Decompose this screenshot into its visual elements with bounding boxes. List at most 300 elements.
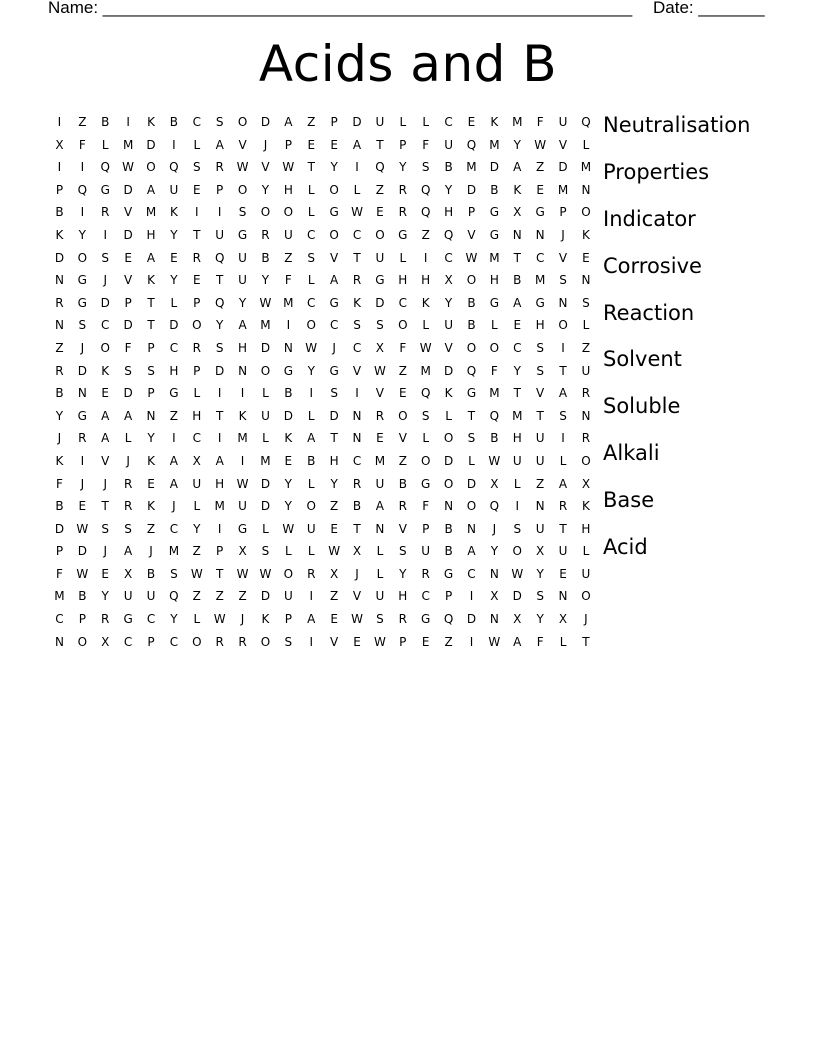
grid-letter: Z: [375, 182, 385, 197]
grid-letter: C: [421, 589, 430, 604]
grid-letter: I: [309, 589, 314, 604]
grid-letter: R: [352, 273, 362, 288]
grid-letter: W: [190, 566, 203, 581]
grid-letter: O: [283, 205, 294, 220]
grid-letter: D: [260, 340, 271, 355]
grid-letter: M: [512, 115, 523, 129]
grid-letter: P: [284, 137, 292, 152]
grid-letter: O: [283, 566, 294, 581]
grid-letter: L: [193, 386, 201, 401]
grid-letter: E: [467, 115, 476, 129]
grid-letter: S: [330, 386, 338, 401]
grid-letter: D: [123, 318, 133, 333]
grid-row: [48, 473, 597, 496]
grid-letter: N: [489, 612, 499, 627]
grid-letter: Y: [261, 182, 270, 197]
grid-letter: P: [399, 137, 407, 152]
grid-letter: V: [330, 250, 339, 265]
grid-letter: B: [78, 589, 87, 604]
grid-letter: I: [217, 521, 222, 536]
grid-letter: A: [307, 612, 316, 627]
grid-letter: W: [373, 634, 386, 649]
grid-letter: M: [54, 589, 65, 604]
grid-letter: J: [355, 566, 359, 581]
grid-letter: I: [355, 160, 359, 175]
grid-letter: S: [467, 431, 476, 446]
grid-letter: U: [558, 115, 568, 129]
grid-letter: C: [329, 318, 339, 333]
grid-letter: B: [169, 115, 179, 129]
grid-letter: R: [192, 250, 201, 265]
grid-letter: E: [330, 137, 338, 152]
grid-letter: N: [535, 227, 545, 242]
grid-letter: O: [512, 544, 522, 559]
grid-letter: F: [536, 115, 544, 129]
grid-letter: W: [282, 160, 295, 175]
grid-letter: Z: [215, 589, 224, 604]
grid-letter: O: [237, 115, 248, 129]
grid-letter: K: [101, 363, 110, 378]
grid-letter: E: [307, 137, 316, 152]
word-list-item: Neutralisation: [603, 113, 751, 137]
grid-letter: A: [284, 115, 293, 129]
grid-letter: L: [491, 318, 498, 333]
grid-letter: Z: [55, 340, 64, 355]
grid-letter: A: [169, 476, 178, 491]
grid-letter: V: [238, 137, 247, 152]
grid-letter: E: [330, 612, 338, 627]
grid-letter: X: [375, 340, 385, 355]
grid-letter: E: [376, 431, 384, 446]
grid-letter: Y: [216, 318, 224, 333]
grid-letter: Y: [536, 612, 544, 627]
grid-letter: G: [237, 521, 248, 536]
grid-letter: D: [466, 182, 477, 197]
grid-letter: Q: [420, 205, 431, 220]
grid-letter: P: [559, 205, 567, 220]
grid-letter: O: [443, 431, 454, 446]
grid-letter: D: [260, 476, 271, 491]
grid-letter: L: [262, 431, 269, 446]
grid-letter: T: [513, 386, 521, 401]
grid-letter: J: [561, 227, 565, 242]
grid-letter: P: [216, 182, 224, 197]
grid-letter: V: [352, 363, 362, 378]
grid-letter: V: [467, 227, 476, 242]
grid-letter: R: [78, 431, 87, 446]
grid-letter: H: [283, 182, 293, 197]
grid-letter: O: [375, 227, 385, 242]
grid-letter: M: [260, 318, 271, 333]
grid-letter: E: [559, 566, 567, 581]
grid-letter: E: [192, 273, 201, 288]
grid-row: [48, 518, 597, 541]
grid-letter: J: [240, 612, 245, 627]
grid-letter: O: [558, 318, 568, 333]
grid-letter: J: [492, 521, 497, 536]
grid-letter: T: [536, 408, 544, 423]
grid-letter: D: [466, 476, 477, 491]
name-field-label: Name: ________________________________________________________: [48, 0, 633, 17]
grid-letter: D: [215, 363, 225, 378]
grid-letter: P: [55, 544, 64, 559]
grid-letter: C: [307, 227, 316, 242]
grid-letter: H: [146, 227, 156, 242]
grid-letter: K: [238, 408, 247, 423]
grid-letter: U: [238, 273, 247, 288]
grid-letter: F: [284, 273, 292, 288]
grid-letter: I: [561, 431, 565, 446]
grid-letter: X: [238, 544, 247, 559]
grid-letter: P: [78, 612, 86, 627]
grid-letter: V: [124, 205, 133, 220]
grid-letter: C: [398, 295, 407, 310]
grid-letter: T: [216, 408, 224, 423]
grid-letter: M: [283, 295, 294, 310]
grid-letter: I: [240, 386, 245, 401]
grid-letter: G: [421, 476, 431, 491]
grid-letter: S: [215, 115, 224, 129]
grid-letter: W: [351, 612, 363, 627]
grid-letter: K: [147, 115, 155, 129]
grid-letter: M: [214, 499, 225, 514]
grid-letter: Q: [214, 295, 225, 310]
grid-letter: C: [467, 566, 476, 581]
grid-letter: T: [376, 137, 384, 152]
grid-letter: V: [398, 521, 407, 536]
grid-letter: A: [238, 318, 247, 333]
grid-letter: R: [581, 431, 591, 446]
grid-letter: L: [193, 612, 201, 627]
grid-letter: O: [306, 318, 316, 333]
grid-letter: X: [330, 566, 339, 581]
grid-letter: G: [100, 182, 110, 197]
grid-letter: O: [146, 160, 156, 175]
grid-letter: I: [217, 205, 222, 220]
grid-row: [48, 360, 597, 383]
grid-letter: O: [398, 318, 408, 333]
grid-letter: S: [215, 340, 224, 355]
grid-letter: I: [240, 453, 245, 468]
grid-letter: S: [238, 205, 247, 220]
grid-letter: H: [192, 408, 202, 423]
grid-letter: X: [536, 544, 545, 559]
grid-letter: C: [535, 250, 545, 265]
grid-letter: Y: [55, 408, 64, 423]
grid-letter: Y: [444, 295, 453, 310]
grid-letter: T: [353, 250, 361, 265]
grid-letter: L: [399, 250, 407, 265]
grid-letter: M: [145, 205, 157, 220]
grid-row: [48, 201, 597, 224]
grid-letter: Y: [513, 363, 521, 378]
grid-letter: Z: [78, 115, 87, 129]
grid-letter: W: [488, 634, 501, 649]
word-list-item: Solvent: [603, 347, 682, 372]
grid-letter: E: [78, 499, 87, 514]
grid-letter: A: [215, 453, 224, 468]
grid-letter: W: [488, 453, 501, 468]
grid-letter: W: [122, 160, 135, 175]
grid-letter: D: [260, 499, 271, 514]
grid-letter: I: [423, 250, 428, 265]
grid-letter: D: [77, 363, 87, 378]
grid-letter: D: [54, 250, 65, 265]
grid-letter: O: [466, 499, 477, 514]
grid-letter: M: [512, 408, 523, 423]
grid-letter: O: [329, 182, 339, 197]
grid-letter: A: [330, 273, 339, 288]
grid-row: [48, 292, 597, 315]
grid-letter: S: [147, 363, 155, 378]
grid-letter: E: [353, 634, 361, 649]
grid-letter: A: [307, 431, 316, 446]
grid-letter: O: [420, 453, 431, 468]
grid-letter: O: [581, 453, 591, 468]
grid-letter: K: [581, 227, 590, 242]
grid-letter: U: [512, 453, 522, 468]
grid-row: [48, 608, 597, 631]
grid-row: [48, 382, 597, 405]
grid-letter: S: [559, 408, 567, 423]
grid-letter: O: [443, 476, 454, 491]
grid-letter: Y: [536, 566, 544, 581]
grid-letter: Q: [466, 363, 477, 378]
grid-letter: R: [55, 363, 64, 378]
date-field-label: Date: _______: [653, 0, 765, 17]
grid-letter: R: [123, 499, 133, 514]
grid-letter: Y: [170, 227, 178, 242]
grid-letter: A: [215, 137, 224, 152]
grid-letter: B: [261, 250, 270, 265]
grid-letter: U: [238, 250, 247, 265]
grid-letter: F: [399, 340, 407, 355]
grid-letter: C: [444, 115, 453, 129]
grid-letter: B: [467, 318, 476, 333]
grid-letter: R: [55, 295, 64, 310]
grid-letter: L: [307, 476, 315, 491]
grid-letter: P: [193, 363, 201, 378]
grid-letter: E: [170, 250, 178, 265]
grid-letter: L: [262, 386, 269, 401]
grid-letter: M: [466, 160, 477, 175]
grid-letter: L: [307, 273, 315, 288]
grid-letter: S: [353, 318, 361, 333]
grid-letter: Y: [490, 544, 499, 559]
grid-letter: V: [101, 453, 110, 468]
grid-letter: I: [57, 115, 62, 129]
grid-letter: G: [77, 295, 87, 310]
grid-letter: Z: [307, 115, 316, 129]
grid-letter: A: [375, 499, 385, 514]
grid-letter: T: [330, 431, 338, 446]
grid-letter: G: [237, 227, 248, 242]
grid-letter: X: [352, 544, 362, 559]
grid-letter: C: [55, 612, 64, 627]
grid-letter: C: [352, 453, 362, 468]
grid-letter: H: [215, 476, 225, 491]
grid-letter: S: [582, 295, 590, 310]
grid-letter: B: [467, 295, 476, 310]
grid-letter: L: [101, 137, 109, 152]
grid-letter: M: [580, 160, 592, 175]
grid-letter: Q: [375, 160, 385, 175]
grid-letter: R: [398, 205, 407, 220]
grid-letter: M: [489, 137, 500, 152]
grid-letter: R: [398, 182, 407, 197]
grid-letter: P: [467, 205, 476, 220]
grid-letter: R: [101, 612, 110, 627]
grid-letter: A: [124, 408, 133, 423]
grid-letter: A: [169, 453, 178, 468]
grid-letter: X: [581, 476, 591, 491]
grid-letter: A: [513, 160, 522, 175]
grid-row: [48, 134, 597, 157]
grid-letter: W: [419, 340, 432, 355]
grid-letter: F: [422, 137, 430, 152]
grid-letter: D: [123, 182, 133, 197]
grid-letter: C: [146, 612, 156, 627]
grid-letter: L: [422, 115, 430, 129]
grid-letter: N: [375, 521, 385, 536]
grid-letter: E: [399, 386, 407, 401]
grid-letter: F: [55, 476, 63, 491]
grid-letter: N: [352, 408, 362, 423]
grid-letter: R: [123, 476, 133, 491]
grid-letter: S: [78, 318, 87, 333]
grid-letter: M: [489, 250, 500, 265]
grid-letter: K: [284, 431, 293, 446]
grid-letter: H: [581, 521, 591, 536]
grid-letter: Y: [399, 160, 407, 175]
grid-letter: Q: [443, 227, 454, 242]
grid-letter: K: [261, 612, 270, 627]
grid-letter: E: [101, 566, 110, 581]
grid-letter: H: [329, 453, 339, 468]
grid-letter: S: [398, 544, 407, 559]
grid-letter: D: [375, 295, 385, 310]
grid-letter: G: [489, 295, 500, 310]
grid-letter: R: [558, 499, 568, 514]
grid-letter: U: [261, 408, 270, 423]
grid-letter: Q: [466, 137, 477, 152]
grid-letter: O: [100, 340, 110, 355]
grid-letter: P: [124, 295, 132, 310]
grid-letter: R: [261, 227, 270, 242]
grid-letter: N: [283, 340, 293, 355]
grid-row: [48, 450, 597, 473]
grid-letter: N: [146, 408, 156, 423]
grid-letter: T: [147, 318, 155, 333]
grid-letter: D: [123, 227, 133, 242]
grid-letter: O: [398, 408, 408, 423]
grid-letter: I: [286, 318, 291, 333]
grid-row: [48, 156, 597, 179]
grid-letter: S: [536, 589, 544, 604]
grid-letter: Y: [330, 160, 338, 175]
grid-letter: N: [512, 227, 522, 242]
grid-letter: E: [284, 453, 293, 468]
grid-letter: Y: [444, 182, 453, 197]
grid-letter: I: [195, 205, 199, 220]
grid-letter: G: [283, 363, 293, 378]
grid-letter: A: [558, 476, 568, 491]
grid-letter: V: [261, 160, 270, 175]
grid-letter: J: [103, 273, 107, 288]
grid-letter: S: [101, 250, 110, 265]
grid-letter: L: [170, 295, 178, 310]
grid-letter: B: [146, 566, 156, 581]
grid-letter: S: [192, 160, 201, 175]
grid-letter: O: [581, 589, 591, 604]
grid-letter: G: [375, 273, 385, 288]
grid-letter: T: [307, 160, 315, 175]
grid-letter: E: [582, 250, 590, 265]
grid-letter: O: [237, 182, 248, 197]
grid-letter: A: [146, 182, 156, 197]
grid-letter: U: [375, 115, 385, 129]
grid-letter: S: [124, 363, 132, 378]
grid-letter: G: [329, 295, 339, 310]
grid-letter: L: [124, 431, 132, 446]
grid-letter: G: [466, 386, 477, 401]
grid-letter: R: [421, 566, 430, 581]
grid-letter: H: [444, 205, 454, 220]
grid-letter: I: [561, 340, 565, 355]
grid-letter: G: [489, 227, 500, 242]
grid-letter: F: [536, 634, 544, 649]
grid-letter: M: [168, 544, 180, 559]
grid-letter: A: [558, 386, 568, 401]
grid-letter: Q: [169, 160, 179, 175]
grid-letter: N: [558, 589, 568, 604]
grid-letter: T: [147, 295, 155, 310]
grid-letter: F: [422, 499, 430, 514]
grid-letter: J: [126, 453, 130, 468]
grid-letter: X: [444, 273, 453, 288]
grid-letter: V: [558, 250, 568, 265]
grid-letter: T: [559, 521, 567, 536]
grid-letter: V: [558, 137, 568, 152]
grid-letter: I: [80, 205, 85, 220]
grid-letter: X: [55, 137, 64, 152]
grid-letter: N: [581, 408, 591, 423]
grid-letter: B: [55, 205, 64, 220]
grid-letter: N: [489, 566, 499, 581]
grid-letter: I: [80, 453, 85, 468]
grid-letter: Z: [146, 521, 156, 536]
grid-letter: K: [169, 205, 178, 220]
grid-letter: Y: [399, 566, 407, 581]
grid-letter: B: [444, 544, 453, 559]
grid-letter: W: [351, 205, 363, 220]
grid-letter: X: [490, 476, 499, 491]
grid-letter: O: [466, 340, 477, 355]
grid-letter: J: [103, 544, 107, 559]
grid-letter: D: [329, 408, 339, 423]
grid-letter: U: [581, 566, 591, 581]
grid-letter: N: [558, 295, 568, 310]
grid-letter: P: [147, 634, 155, 649]
grid-letter: U: [192, 476, 202, 491]
grid-letter: S: [101, 521, 110, 536]
grid-letter: O: [306, 499, 316, 514]
grid-letter: E: [147, 476, 155, 491]
grid-letter: E: [330, 521, 338, 536]
grid-letter: H: [398, 273, 408, 288]
grid-row: [48, 247, 597, 270]
grid-letter: Q: [420, 182, 431, 197]
